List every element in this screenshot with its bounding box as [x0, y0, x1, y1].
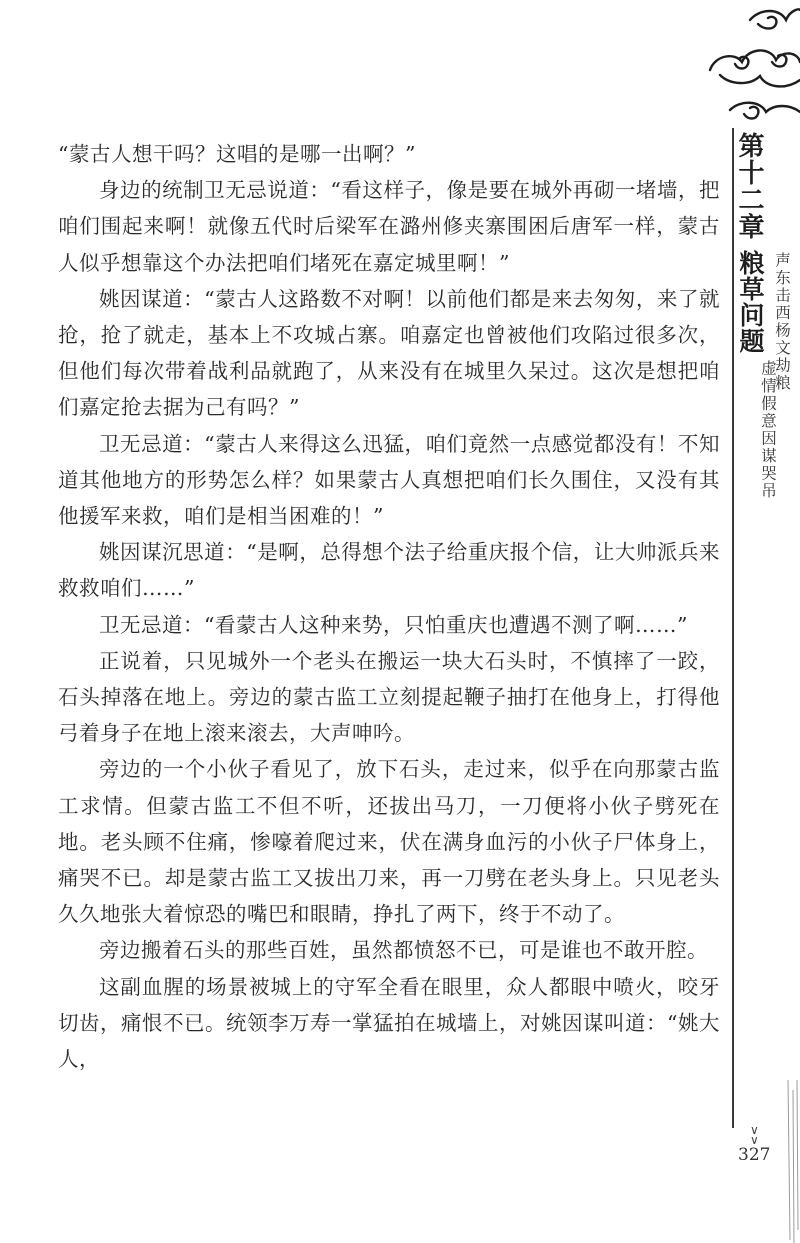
section-subtitle-1: 声东击西杨文劫粮 [773, 252, 791, 392]
section-title: 粮草问题 [736, 250, 765, 354]
paragraph: 旁边搬着石头的那些百姓，虽然都愤怒不已，可是谁也不敢开腔。 [99, 938, 708, 963]
chevron-down-icon: ∨ ∨ [750, 1123, 759, 1147]
section-subtitle-2: 虚情假意因谋哭吊 [759, 360, 777, 500]
paragraph: 姚因谋道：“蒙古人这路数不对啊！以前他们都是来去匆匆，来了就抢，抢了就走，基本上不攻城占寨。咱嘉定也曾被他们攻陷过很多次，但他们每次带着战利品就跑了，从来没有在城里久呆过。这次是想把咱们嘉定抢去据为己有吗？” [58, 286, 720, 420]
paragraph: 这副血腥的场景被城上的守军全看在眼里，众人都眼中喷火，咬牙切齿，痛恨不已。统领李万寿一掌猛拍在城墙上，对姚因谋叫道：“姚大人， [58, 974, 720, 1072]
body-text [58, 136, 720, 1077]
paragraph: 正说着，只见城外一个老头在搬运一块大石头时，不慎摔了一跤，石头掉落在地上。旁边的蒙古监工立刻提起鞭子抽打在他身上，打得他弓着身子在地上滚来滚去，大声呻吟。 [58, 648, 720, 746]
paragraph: 姚因谋沉思道：“是啊，总得想个法子给重庆报个信，让大帅派兵来救救咱们……” [58, 540, 720, 601]
paragraph: 旁边的一个小伙子看见了，放下石头，走过来，似乎在向那蒙古监工求情。但蒙古监工不但不听，还拔出马刀，一刀便将小伙子劈死在地。老头顾不住痛，惨嚎着爬过来，伏在满身血污的小伙子尸体身上，痛哭不已。却是蒙古监工又拔出刀来，再一刀劈在老头身上。只见老头久久地张大着惊恐的嘴巴和眼睛，挣扎了两下，终于不动了。 [58, 757, 720, 927]
chapter-title: 第十二章 [734, 132, 764, 240]
paragraph: 身边的统制卫无忌说道：“看这样子，像是要在城外再砌一堵墙，把咱们围起来啊！就像五代时后梁军在潞州修夹寨围困后唐军一样，蒙古人似乎想靠这个办法把咱们堵死在嘉定城里啊！” [58, 178, 720, 275]
page-number: 327 [738, 1145, 771, 1165]
page-edge-texture [780, 1080, 800, 1243]
paragraph: 卫无忌道：“蒙古人来得这么迅猛，咱们竟然一点感觉都没有！不知道其他地方的形势怎么样？如果蒙古人真想把咱们长久围住，又没有其他援军来救，咱们是相当困难的！” [58, 431, 720, 529]
paragraph: 卫无忌道：“看蒙古人这种来势，只怕重庆也遭遇不测了啊……” [99, 612, 688, 637]
paragraph: “蒙古人想干吗？这唱的是哪一出啊？” [58, 142, 416, 166]
